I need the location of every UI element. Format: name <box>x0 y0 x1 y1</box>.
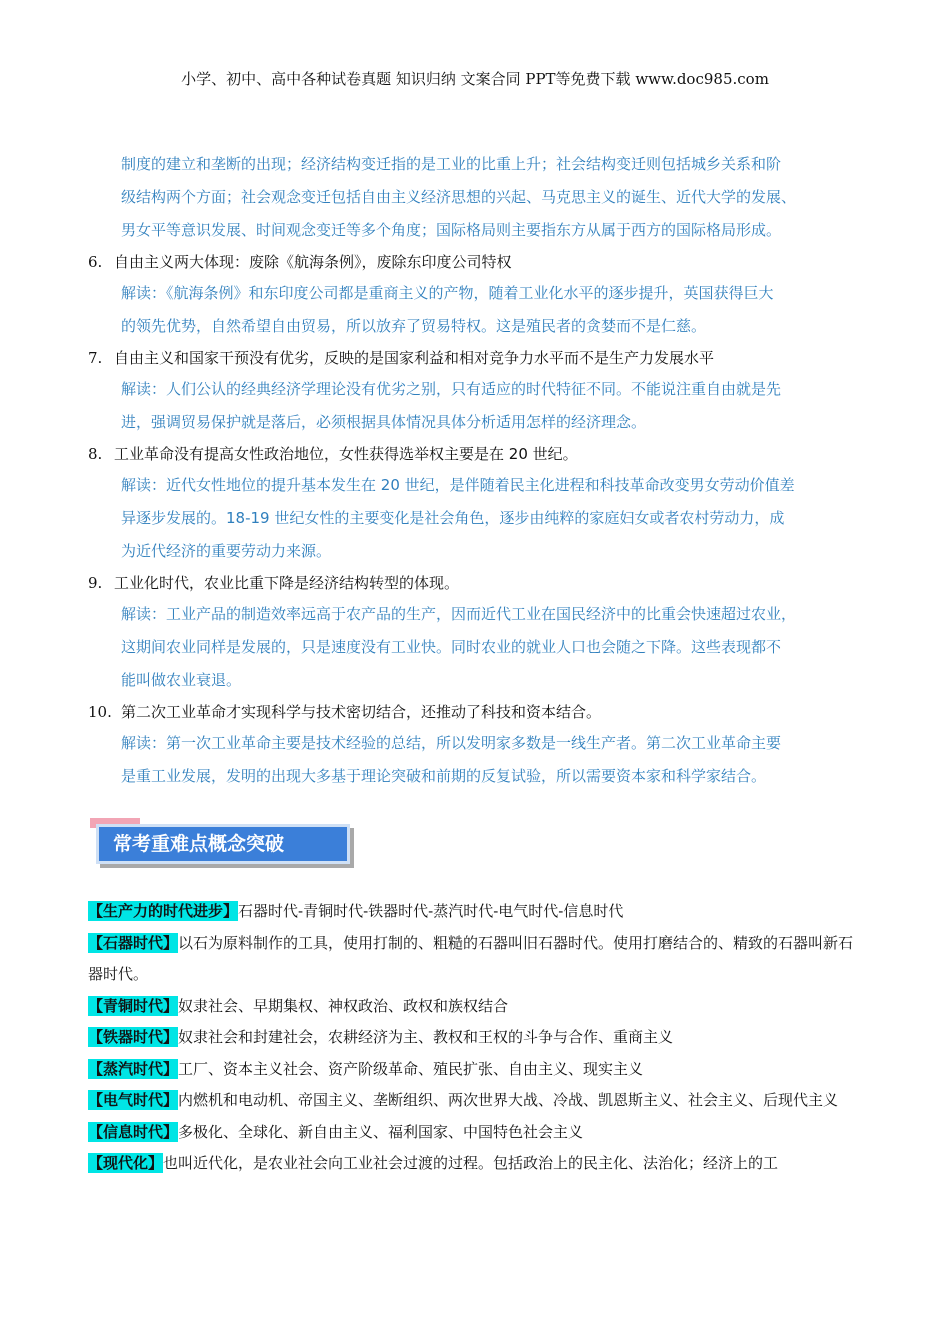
item-number: 9. <box>88 574 103 592</box>
item-explanation <box>88 373 878 439</box>
concept-term: 【电气时代】 <box>88 1091 179 1109</box>
concept-desc: 也叫近代化，是农业社会向工业社会过渡的过程。包括政治上的民主化、法治化；经济上的工 <box>163 1154 779 1172</box>
concept-entry <box>88 991 868 1023</box>
list-item <box>88 439 878 568</box>
explain-line: 解读：第一次工业革命主要是技术经验的总结，所以发明家多数是一线生产者。第二次工业革命主要 <box>121 734 782 752</box>
item-text: 第二次工业革命才实现科学与技术密切结合，还推动了科技和资本结合。 <box>121 703 602 721</box>
concept-term: 【蒸汽时代】 <box>88 1059 179 1078</box>
concept-entry <box>88 1117 868 1149</box>
explain-line: 解读：工业产品的制造效率远高于农产品的生产，因而近代工业在国民经济中的比重会快速超过农业， <box>121 605 797 623</box>
concept-desc: 奴隶社会、早期集权、神权政治、政权和族权结合 <box>178 996 509 1015</box>
list-item <box>88 343 878 439</box>
item-text: 工业革命没有提高女性政治地位，女性获得选举权主要是在 20 世纪。 <box>114 445 578 463</box>
concept-desc: 工厂、资本主义社会、资产阶级革命、殖民扩张、自由主义、现实主义 <box>178 1059 644 1078</box>
item-explanation <box>88 469 878 568</box>
explain-line: 为近代经济的重要劳动力来源。 <box>121 542 332 560</box>
explain-line: 这期间农业同样是发展的，只是速度没有工业快。同时农业的就业人口也会随之下降。这些表现都不 <box>121 638 782 656</box>
explain-line: 是重工业发展，发明的出现大多基于理论突破和前期的反复试验，所以需要资本家和科学家结合。 <box>121 767 767 785</box>
explain-line: 解读：近代女性地位的提升基本发生在 20 世纪，是伴随着民主化进程和科技革命改变男女劳动价值差 <box>121 476 795 494</box>
concept-desc: 石器时代-青铜时代-铁器时代-蒸汽时代-电气时代-信息时代 <box>238 902 624 920</box>
banner-title: 常考重难点概念突破 <box>96 824 350 864</box>
explain-line: 男女平等意识发展、时间观念变迁等多个角度；国际格局则主要指东方从属于西方的国际格局形成。 <box>121 221 782 239</box>
concept-term: 【现代化】 <box>88 1154 164 1172</box>
explain-line: 解读：《航海条例》和东印度公司都是重商主义的产物，随着工业化水平的逐步提升，英国获得巨大 <box>121 284 774 302</box>
section-banner <box>90 816 338 864</box>
concept-entry <box>88 928 868 991</box>
concept-desc: 内燃机和电动机、帝国主义、垄断组织、两次世界大战、冷战、凯恩斯主义、社会主义、后现代主义 <box>178 1091 839 1109</box>
item-text: 自由主义两大体现：废除《航海条例》，废除东印度公司特权 <box>114 253 512 271</box>
explain-line: 制度的建立和垄断的出现；经济结构变迁指的是工业的比重上升；社会结构变迁则包括城乡关系和阶 <box>121 155 782 173</box>
list-item <box>88 247 878 343</box>
item-number: 6. <box>88 253 103 271</box>
concept-entry <box>88 1148 868 1180</box>
concept-list <box>88 896 868 1180</box>
notes-section <box>88 148 878 793</box>
concept-term: 【铁器时代】 <box>88 1028 179 1046</box>
item-number: 7. <box>88 349 103 367</box>
item-text: 自由主义和国家干预没有优劣，反映的是国家利益和相对竞争力水平而不是生产力发展水平 <box>114 349 715 367</box>
explain-line: 异逐步发展的。18-19 世纪女性的主要变化是社会角色，逐步由纯粹的家庭妇女或者农村劳动力，成 <box>121 509 785 527</box>
concept-entry <box>88 1022 868 1054</box>
explain-line: 的领先优势，自然希望自由贸易，所以放弃了贸易特权。这是殖民者的贪婪而不是仁慈。 <box>121 317 707 335</box>
explain-line: 解读：人们公认的经典经济学理论没有优劣之别，只有适应的时代特征不同。不能说注重自由就是先 <box>121 380 782 398</box>
item-explanation <box>88 598 878 697</box>
page-header: 小学、初中、高中各种试卷真题 知识归纳 文案合同 PPT等免费下载 www.doc985.com <box>181 70 769 88</box>
concept-desc: 奴隶社会和封建社会，农耕经济为主、教权和王权的斗争与合作、重商主义 <box>178 1028 674 1046</box>
concept-desc: 以石为原料制作的工具，使用打制的、粗糙的石器叫旧石器时代。使用打磨结合的、精致的石器叫新石器时代。 <box>88 933 854 983</box>
item-text: 工业化时代，农业比重下降是经济结构转型的体现。 <box>114 574 460 592</box>
concept-term: 【青铜时代】 <box>88 996 179 1015</box>
concept-entry <box>88 1054 868 1086</box>
list-item <box>88 568 878 697</box>
concept-term: 【信息时代】 <box>88 1122 179 1141</box>
concept-entry <box>88 896 868 928</box>
item-explanation <box>88 727 878 793</box>
list-item <box>88 697 878 793</box>
explanation-continued <box>88 148 878 247</box>
explain-line: 能叫做农业衰退。 <box>121 671 242 689</box>
explain-line: 级结构两个方面；社会观念变迁包括自由主义经济思想的兴起、马克思主义的诞生、近代大学的发展、 <box>121 188 797 206</box>
item-number: 10. <box>88 703 112 721</box>
concept-desc: 多极化、全球化、新自由主义、福利国家、中国特色社会主义 <box>178 1122 584 1141</box>
item-number: 8. <box>88 445 103 463</box>
item-explanation <box>88 277 878 343</box>
concept-term: 【石器时代】 <box>88 933 179 952</box>
concept-entry <box>88 1085 868 1117</box>
explain-line: 进，强调贸易保护就是落后，必须根据具体情况具体分析适用怎样的经济理念。 <box>121 413 647 431</box>
concept-term: 【生产力的时代进步】 <box>88 902 239 920</box>
